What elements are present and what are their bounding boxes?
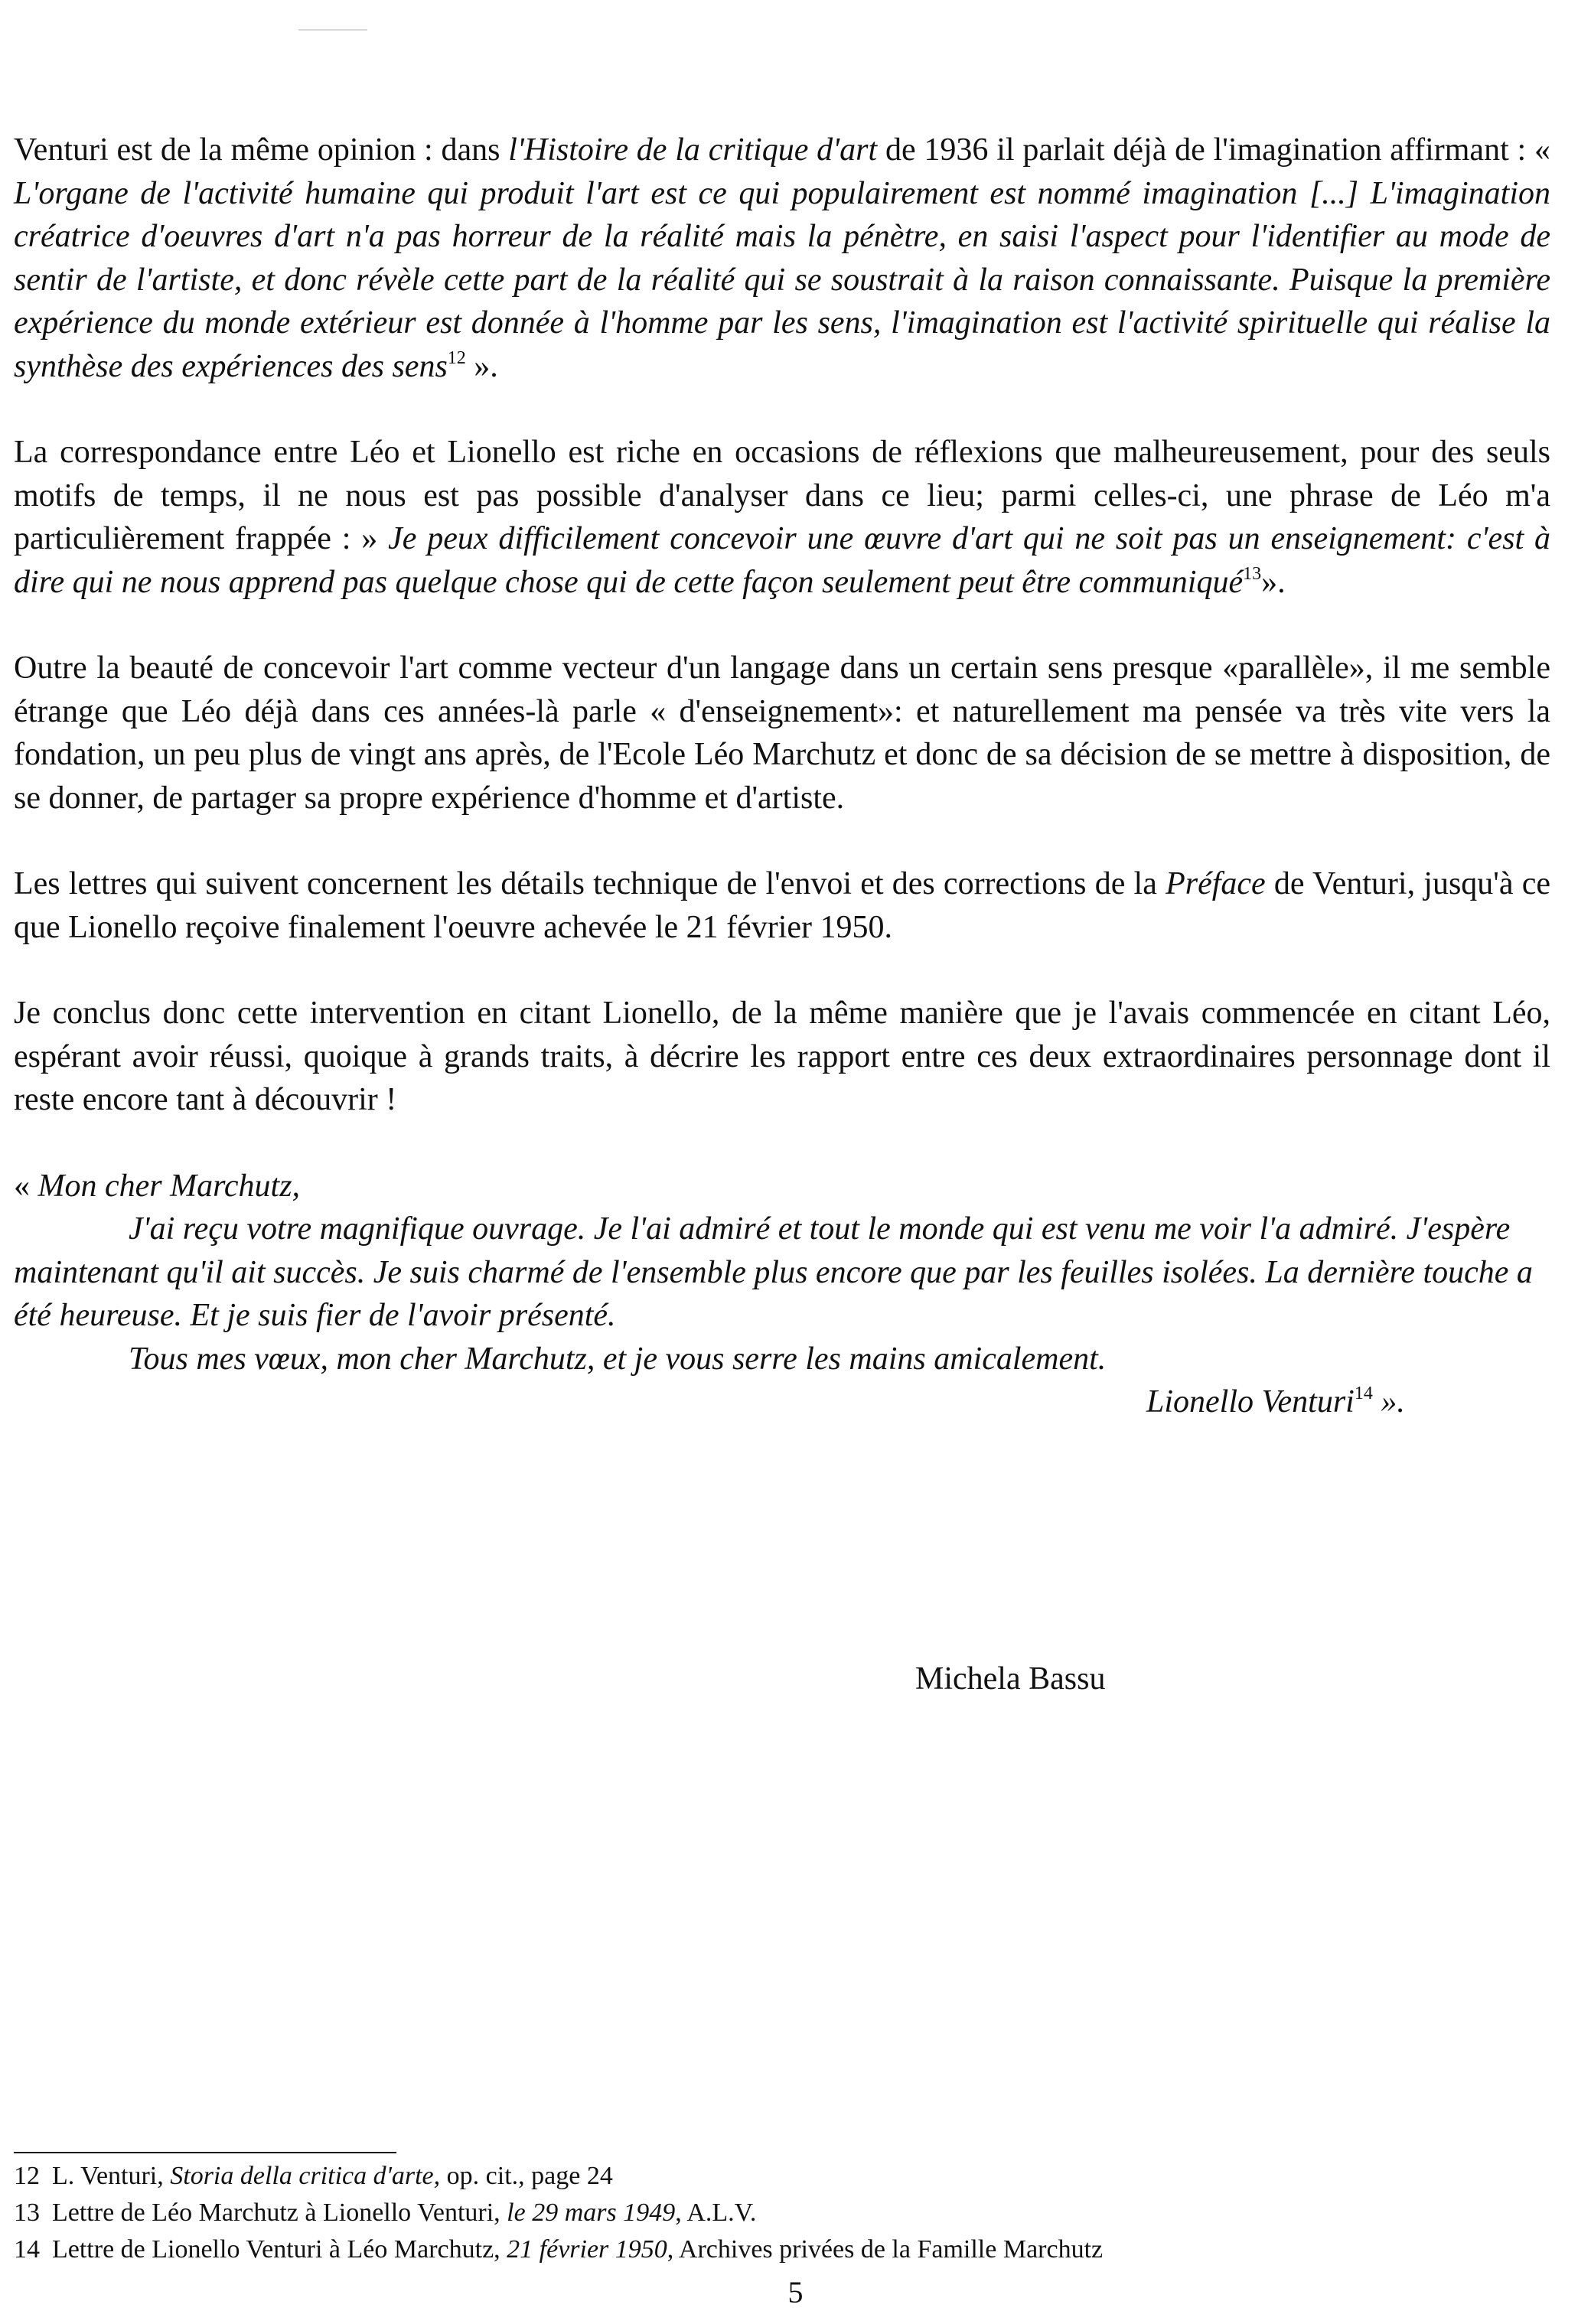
letter-quote: [14, 1165, 1550, 1424]
author-name: Michela Bassu: [915, 1661, 1106, 1697]
letter-body: J'ai reçu votre magnifique ouvrage. Je l'ai admiré et tout le monde qui est venu me voir l'a admiré. J'espère maintenant qu'il ait succès. Je suis charmé de l'ensemble plus encore que par les feuilles isolées. La dernière touche a été heureuse. Et je suis fier de l'avoir présenté.: [14, 1211, 1533, 1333]
footnote-14: 14 Lettre de Lionello Venturi à Léo Marchutz, 21 février 1950, Archives privées de la Famille Marchutz: [14, 2235, 1104, 2264]
header-mark: [298, 29, 367, 31]
footnote-ref-14[interactable]: 14: [1354, 1384, 1373, 1403]
page-body: [14, 129, 1550, 1424]
paragraph-1: Venturi est de la même opinion : dans l'Histoire de la critique d'art de 1936 il parlait déjà de l'imagination affirmant : « L'organe de l'activité humaine qui produit l'art est ce qui populairement est nommé imagination [...] L'imagination créatrice d'oeuvres d'art n'a pas horreur de la réalité mais la pénètre, en saisi l'aspect pour l'identifier au mode de sentir de l'artiste, et donc révèle cette part de la réalité qui se soustrait à la raison connaissante. Puisque la première expérience du monde extérieur est donnée à l'homme par les sens, l'imagination est l'activité spirituelle qui réalise la synthèse des expériences des sens$^{12}$ ».: [14, 132, 1551, 384]
paragraph-2: La correspondance entre Léo et Lionello est riche en occasions de réflexions que malheureusement, pour des seuls motifs de temps, il ne nous est pas possible d'analyser dans ce lieu; parmi celles-ci, une phrase de Léo m'a particulièrement frappée : » Je peux difficilement concevoir une œuvre d'art qui ne soit pas un enseignement: c'est à dire qui ne nous apprend pas quelque chose qui de cette façon seulement peut être communiqué$^{13}$».: [14, 435, 1550, 600]
paragraph-3: Outre la beauté de concevoir l'art comme vecteur d'un langage dans un certain sens presque «parallèle», il me semble étrange que Léo déjà dans ces années-là parle « d'enseignement»: et naturellement ma pensée va très vite vers la fondation, un peu plus de vingt ans après, de l'Ecole Léo Marchutz et donc de sa décision de se mettre à disposition, de se donner, de partager sa propre expérience d'homme et d'artiste.: [14, 650, 1550, 816]
paragraph-5: Je conclus donc cette intervention en citant Lionello, de la même manière que je l'avais commencée en citant Léo, espérant avoir réussi, quoique à grands traits, à décrire les rapport entre ces deux extraordinaires personnage dont il reste encore tant à découvrir !: [14, 996, 1550, 1117]
footnote-ref-12[interactable]: 12: [447, 347, 466, 368]
paragraph-4: Les lettres qui suivent concernent les détails technique de l'envoi et des corrections de la Préface de Venturi, jusqu'à ce que Lionello reçoive finalement l'oeuvre achevée le 21 février 1950.: [14, 866, 1550, 945]
letter-salutation: « Mon cher Marchutz,: [14, 1168, 301, 1204]
footnotes: [14, 2158, 1103, 2268]
letter-signature: Lionello Venturi$^{14}$ ».: [1146, 1384, 1405, 1419]
page-number: 5: [787, 2275, 804, 2309]
footnote-12: 12 L. Venturi, Storia della critica d'arte, op. cit., page 24: [14, 2162, 613, 2190]
footnote-divider: [14, 2152, 396, 2153]
letter-closing: Tous mes vœux, mon cher Marchutz, et je vous serre les mains amicalement.: [129, 1341, 1107, 1377]
footnote-13: 13 Lettre de Léo Marchutz à Lionello Venturi, le 29 mars 1949, A.L.V.: [14, 2199, 757, 2227]
footnote-ref-13[interactable]: 13: [1243, 563, 1262, 584]
